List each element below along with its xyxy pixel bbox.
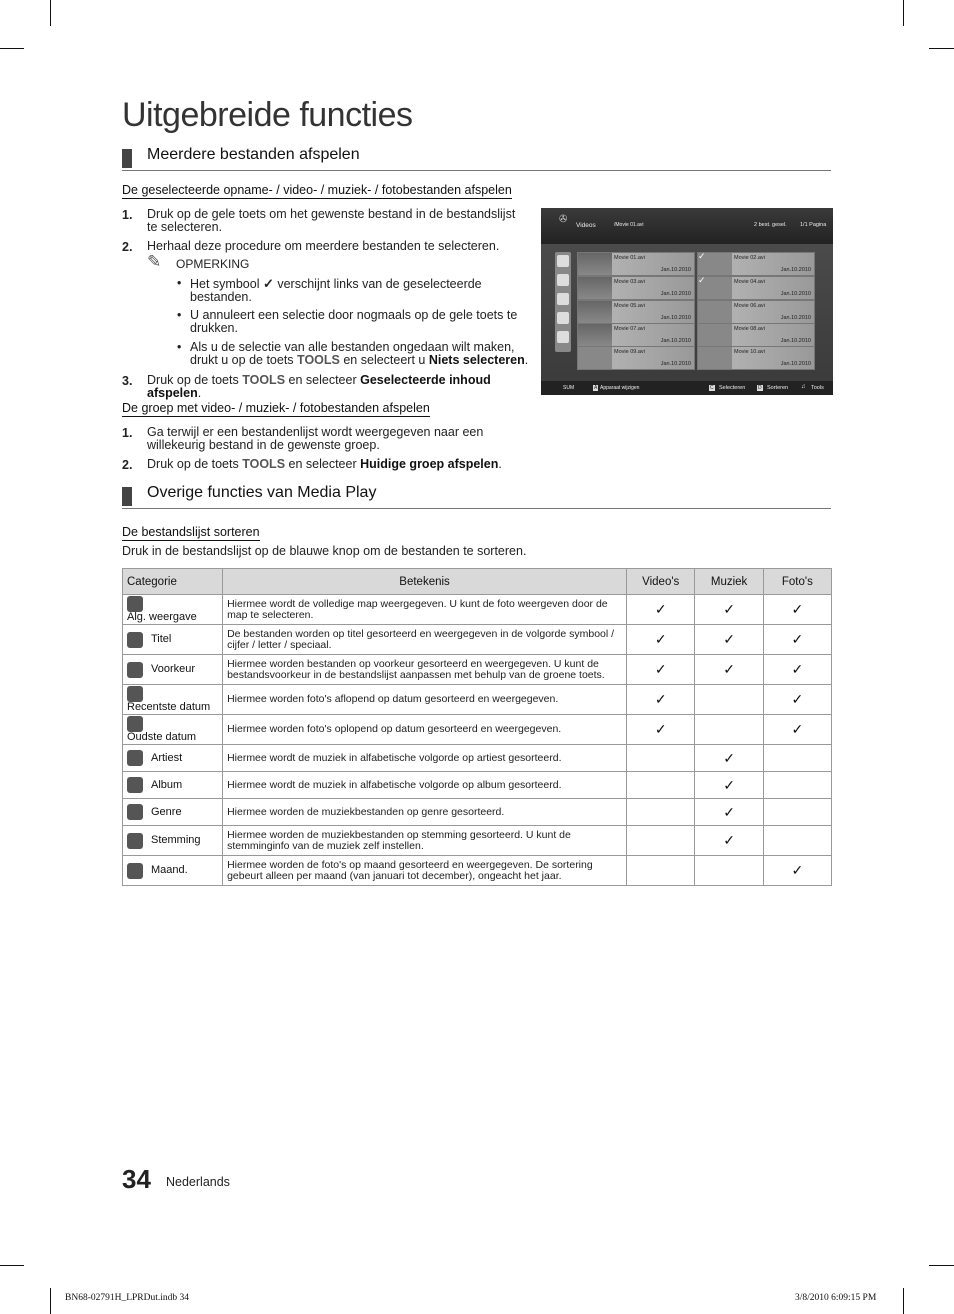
table-cell xyxy=(763,745,831,772)
table-cell: Hiermee worden de muziekbestanden op genre gesorteerd. xyxy=(223,799,627,826)
table-cell: ✓ xyxy=(763,595,831,625)
step-number: 1. xyxy=(122,208,133,222)
section-title: Overige functies van Media Play xyxy=(147,484,377,501)
screen-sum: SUM xyxy=(563,385,575,391)
file-tile: Movie 04.avi Jan.10.2010 xyxy=(697,276,815,300)
video-icon: ✇ xyxy=(559,214,568,225)
table-cell: ✓ xyxy=(763,715,831,745)
footer-date: 3/8/2010 6:09:15 PM xyxy=(795,1293,877,1303)
month-icon xyxy=(127,863,143,879)
table-row xyxy=(123,685,832,715)
step-number: 2. xyxy=(122,458,133,472)
table-cell: Voorkeur xyxy=(123,655,223,685)
step-text: Druk op de toets TOOLS en selecteer Geselecteerde inhoud afspelen. xyxy=(147,373,491,400)
col-header: Video's xyxy=(627,569,695,595)
table-cell: De bestanden worden op titel gesorteerd en weergegeven in de volgorde symbool / cijfer / letter / speciaal. xyxy=(223,625,627,655)
table-cell: ✓ xyxy=(695,772,763,799)
table-row xyxy=(123,715,832,745)
screen-device: Apparaat wijzigen xyxy=(600,385,640,391)
mood-icon xyxy=(127,833,143,849)
table-row xyxy=(123,856,832,886)
table-cell xyxy=(695,856,763,886)
step-text: Druk op de gele toets om het gewenste bestand in de bestandslijst te selecteren. xyxy=(147,207,516,234)
step-text: Ga terwijl er een bestandenlijst wordt weergegeven naar een willekeurig bestand in de gewenste groep. xyxy=(147,425,484,452)
file-tile: Movie 10.avi Jan.10.2010 xyxy=(697,346,815,370)
crop-mark xyxy=(903,0,904,26)
table-cell xyxy=(695,685,763,715)
calendar-icon xyxy=(127,686,143,702)
table-cell: Alg. weergave xyxy=(123,595,223,625)
key-d: D xyxy=(758,385,762,391)
subheading: De bestandslijst sorteren xyxy=(122,525,260,539)
step-number: 1. xyxy=(122,426,133,440)
check-icon: ✓ xyxy=(262,276,274,291)
crop-mark xyxy=(929,1265,954,1266)
table-row xyxy=(123,772,832,799)
footer-file: BN68-02791H_LPRDut.indb 34 xyxy=(65,1293,190,1303)
check-icon: ✓ xyxy=(698,275,706,285)
file-tile: Movie 05.avi Jan.10.2010 xyxy=(577,300,695,324)
table-cell: ✓ xyxy=(695,799,763,826)
table-cell: Hiermee wordt de muziek in alfabetische volgorde op artiest gesorteerd. xyxy=(223,745,627,772)
table-cell: Recentste datum xyxy=(123,685,223,715)
sort-table xyxy=(122,568,832,886)
crop-mark xyxy=(50,0,51,26)
table-cell: Genre xyxy=(123,799,223,826)
table-cell xyxy=(763,799,831,826)
screen-select: Selecteren xyxy=(719,385,746,391)
note-pencil-icon: ✎ xyxy=(147,252,162,271)
artist-icon xyxy=(127,750,143,766)
col-header: Muziek xyxy=(695,569,763,595)
tools-icon: ♫ xyxy=(801,384,806,390)
table-cell: ✓ xyxy=(695,745,763,772)
table-row xyxy=(123,799,832,826)
table-cell: Oudste datum xyxy=(123,715,223,745)
table-cell: Hiermee worden foto's aflopend op datum gesorteerd en weergegeven. xyxy=(223,685,627,715)
col-header: Foto's xyxy=(763,569,831,595)
table-cell: ✓ xyxy=(763,856,831,886)
table-cell: Stemming xyxy=(123,826,223,856)
file-tile: Movie 08.avi Jan.10.2010 xyxy=(697,323,815,347)
table-cell: Titel xyxy=(123,625,223,655)
genre-icon xyxy=(127,804,143,820)
table-cell xyxy=(627,856,695,886)
table-cell: ✓ xyxy=(763,655,831,685)
step-number: 2. xyxy=(122,240,133,254)
table-cell: Album xyxy=(123,772,223,799)
table-cell: ✓ xyxy=(627,715,695,745)
table-cell xyxy=(627,799,695,826)
page-number: 34 xyxy=(122,1164,151,1194)
file-tile: Movie 01.avi Jan.10.2010 xyxy=(577,252,695,276)
crop-mark xyxy=(929,48,954,49)
crop-mark xyxy=(903,1288,904,1314)
table-cell xyxy=(695,715,763,745)
crop-mark xyxy=(0,48,24,49)
sort-intro: Druk in de bestandslijst op de blauwe knop om de bestanden te sorteren. xyxy=(122,544,527,558)
col-header: Categorie xyxy=(123,569,223,595)
table-cell xyxy=(763,772,831,799)
table-cell: ✓ xyxy=(763,625,831,655)
screen-sidebar xyxy=(555,252,571,352)
table-cell: ✓ xyxy=(627,655,695,685)
step-text: Druk op de toets TOOLS en selecteer Huidige groep afspelen. xyxy=(147,457,502,471)
section-title: Meerdere bestanden afspelen xyxy=(147,146,360,163)
table-cell: ✓ xyxy=(627,625,695,655)
table-cell: Hiermee worden de muziekbestanden op stemming gesorteerd. U kunt de stemminginfo van de muziek zelf instellen. xyxy=(223,826,627,856)
table-cell: Hiermee worden foto's oplopend op datum gesorteerd en weergegeven. xyxy=(223,715,627,745)
bullet: • xyxy=(177,308,182,322)
title-icon xyxy=(127,632,143,648)
screen-page: 1/1 Pagina xyxy=(800,222,827,228)
file-tile: Movie 02.avi Jan.10.2010 xyxy=(697,252,815,276)
check-icon: ✓ xyxy=(698,251,706,261)
table-cell: ✓ xyxy=(763,685,831,715)
page-title: Uitgebreide functies xyxy=(122,96,413,134)
star-icon xyxy=(127,662,143,678)
file-tile: Movie 09.avi Jan.10.2010 xyxy=(577,346,695,370)
table-cell: Artiest xyxy=(123,745,223,772)
crop-mark xyxy=(0,1265,24,1266)
table-cell: ✓ xyxy=(695,826,763,856)
bullet: • xyxy=(177,340,182,354)
note-item: Als u de selectie van alle bestanden ongedaan wilt maken, drukt u op de toets TOOLS en selecteert u Niets selecteren. xyxy=(190,340,529,367)
table-cell: Hiermee wordt de muziek in alfabetische volgorde op album gesorteerd. xyxy=(223,772,627,799)
table-cell: ✓ xyxy=(627,685,695,715)
album-icon xyxy=(127,777,143,793)
table-cell: Hiermee worden bestanden op voorkeur gesorteerd en weergegeven. U kunt de bestandsvoorkeur in de bestandslijst aanpassen met behulp van de groene toets. xyxy=(223,655,627,685)
table-cell: Hiermee worden de foto's op maand gesorteerd en weergegeven. De sortering gebeurt alleen per maand (van januari tot december), ongeacht het jaar. xyxy=(223,856,627,886)
screen-title: Videos xyxy=(576,222,596,229)
table-cell: Hiermee wordt de volledige map weergegeven. U kunt de foto weergeven door de map te selecteren. xyxy=(223,595,627,625)
note-item: Het symbool ✓ verschijnt links van de geselecteerde bestanden. xyxy=(190,276,482,304)
note-item: U annuleert een selectie door nogmaals op de gele toets te drukken. xyxy=(190,308,518,335)
screen-sort: Sorteren xyxy=(767,385,789,391)
screen-tools: Tools xyxy=(811,385,824,391)
key-c: C xyxy=(710,385,714,391)
crop-mark xyxy=(50,1288,51,1314)
table-row xyxy=(123,826,832,856)
subheading: De geselecteerde opname- / video- / muziek- / fotobestanden afspelen xyxy=(122,183,512,197)
table-cell: ✓ xyxy=(627,595,695,625)
note-label: OPMERKING xyxy=(176,257,250,271)
language-label: Nederlands xyxy=(166,1175,230,1189)
screen-path: /Movie 01.avi xyxy=(614,222,644,228)
key-a: A xyxy=(594,385,598,391)
step-number: 3. xyxy=(122,374,133,388)
table-cell: ✓ xyxy=(695,595,763,625)
table-cell xyxy=(627,826,695,856)
table-cell: Maand. xyxy=(123,856,223,886)
screen-selected: 2 best. gesel. xyxy=(754,222,787,228)
table-row xyxy=(123,745,832,772)
table-cell xyxy=(763,826,831,856)
file-tile: Movie 06.avi Jan.10.2010 xyxy=(697,300,815,324)
bullet: • xyxy=(177,276,182,290)
table-cell: ✓ xyxy=(695,625,763,655)
col-header: Betekenis xyxy=(223,569,627,595)
table-row xyxy=(123,625,832,655)
table-cell xyxy=(627,772,695,799)
subheading: De groep met video- / muziek- / fotobestanden afspelen xyxy=(122,401,430,415)
folder-icon xyxy=(127,596,143,612)
file-tile: Movie 03.avi Jan.10.2010 xyxy=(577,276,695,300)
table-cell: ✓ xyxy=(695,655,763,685)
table-row xyxy=(123,655,832,685)
file-tile: Movie 07.avi Jan.10.2010 xyxy=(577,323,695,347)
calendar-icon xyxy=(127,716,143,732)
step-text: Herhaal deze procedure om meerdere bestanden te selecteren. xyxy=(147,239,500,253)
table-cell xyxy=(627,745,695,772)
table-row xyxy=(123,595,832,625)
section-heading xyxy=(122,484,831,509)
section-heading xyxy=(122,146,831,171)
